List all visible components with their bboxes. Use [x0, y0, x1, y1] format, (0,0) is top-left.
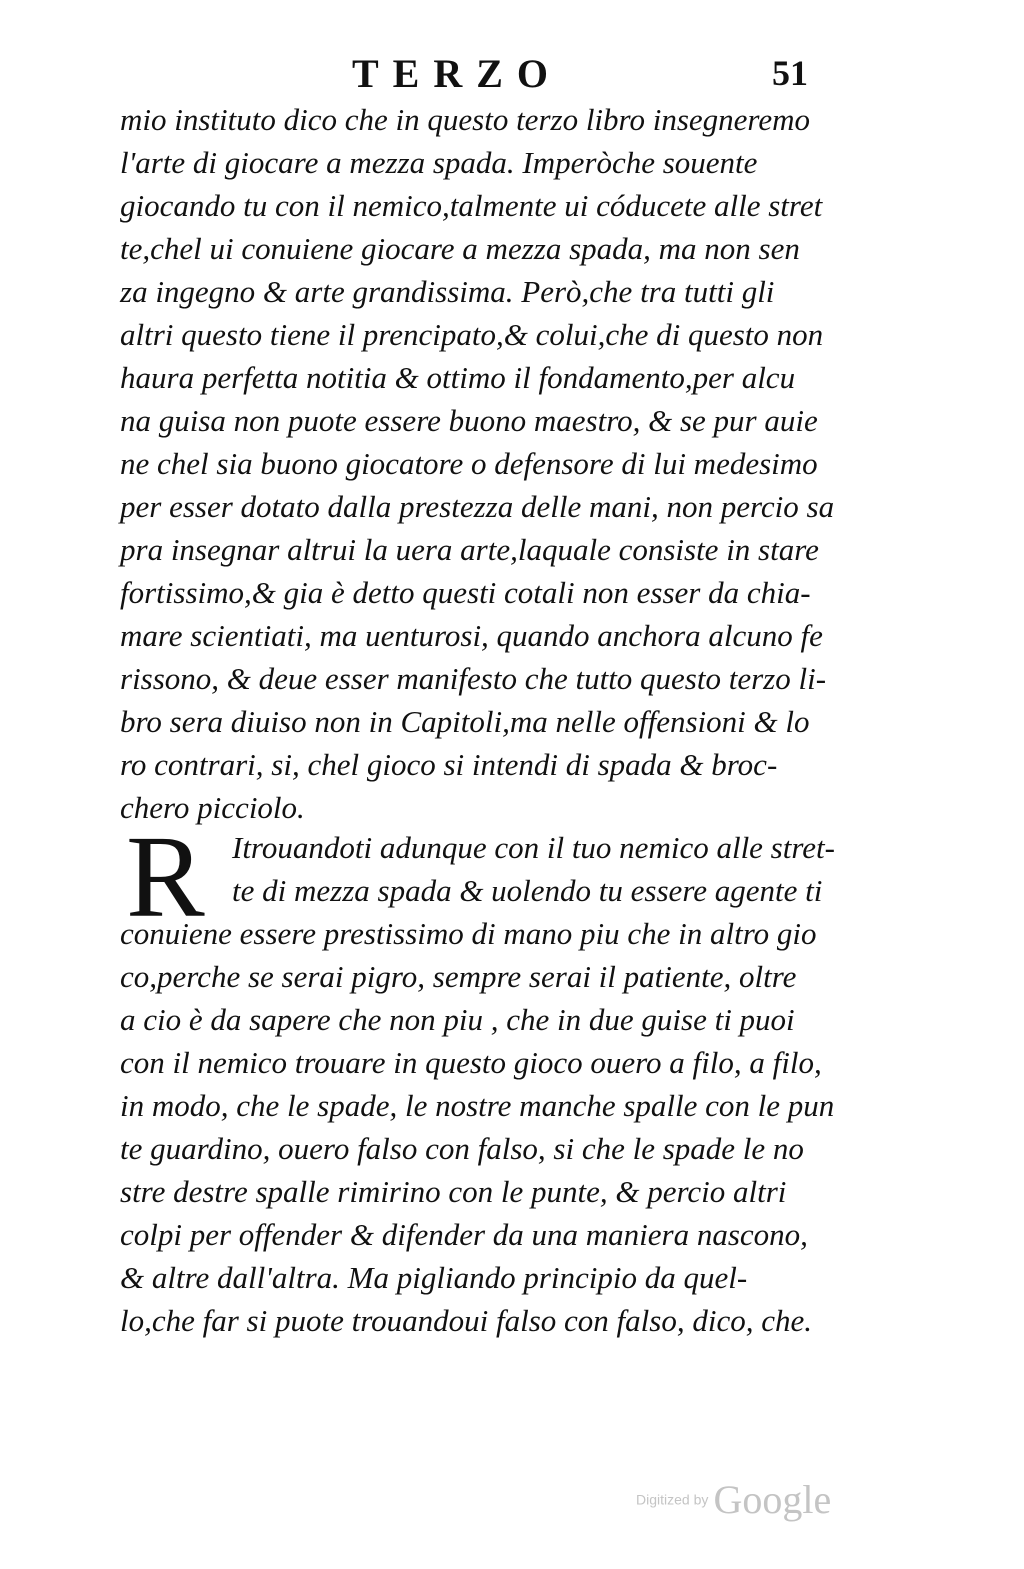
text-line: & altre dall'altra. Ma pigliando principio da quel-	[120, 1260, 748, 1295]
paragraph-one	[120, 98, 880, 829]
text-line: te di mezza spada & uolendo tu essere agente ti	[232, 873, 823, 908]
text-line: altri questo tiene il prencipato,& colui,che di questo non	[120, 317, 824, 352]
watermark-prefix: Digitized by	[636, 1491, 709, 1508]
text-line: per esser dotato dalla prestezza delle mani, non percio sa	[120, 489, 835, 524]
digitized-watermark	[636, 1476, 831, 1523]
text-line: te,chel ui conuiene giocare a mezza spada, ma non sen	[120, 231, 800, 266]
text-line: te guardino, ouero falso con falso, si che le spade le no	[120, 1131, 804, 1166]
text-line: za ingegno & arte grandissima. Però,che tra tutti gli	[120, 274, 775, 309]
text-line: conuiene essere prestissimo di mano piu che in altro gio	[120, 916, 817, 951]
paragraph-two	[120, 826, 880, 1342]
text-line: pra insegnar altrui la uera arte,laquale consiste in stare	[120, 532, 819, 567]
text-line: a cio è da sapere che non piu , che in due guise ti puoi	[120, 1002, 795, 1037]
google-logo: Google	[713, 1477, 832, 1522]
running-title: TERZO	[352, 51, 563, 96]
text-line: mare scientiati, ma uenturosi, quando anchora alcuno fe	[120, 618, 823, 653]
text-line: lo,che far si puote trouandoui falso con falso, dico, che.	[120, 1303, 812, 1338]
text-line: mio instituto dico che in questo terzo libro insegneremo	[120, 102, 810, 137]
text-line: haura perfetta notitia & ottimo il fondamento,per alcu	[120, 360, 796, 395]
text-line: stre destre spalle rimirino con le punte, & percio altri	[120, 1174, 787, 1209]
text-line: bro sera diuiso non in Capitoli,ma nelle offensioni & lo	[120, 704, 810, 739]
drop-cap-initial: R	[126, 811, 205, 942]
text-line: fortissimo,& gia è detto questi cotali non esser da chia-	[120, 575, 811, 610]
page-number: 51	[772, 53, 808, 93]
text-line: l'arte di giocare a mezza spada. Imperòche souente	[120, 145, 758, 180]
text-line: chero picciolo.	[120, 790, 305, 825]
text-line: colpi per offender & difender da una maniera nascono,	[120, 1217, 808, 1252]
text-line: co,perche se serai pigro, sempre serai il patiente, oltre	[120, 959, 797, 994]
text-line: ro contrari, si, chel gioco si intendi di spada & broc-	[120, 747, 778, 782]
text-line: Itrouandoti adunque con il tuo nemico alle stret-	[232, 830, 835, 865]
text-line: in modo, che le spade, le nostre manche spalle con le pun	[120, 1088, 835, 1123]
text-line: rissono, & deue esser manifesto che tutto questo terzo li-	[120, 661, 827, 696]
text-line: con il nemico trouare in questo gioco ouero a filo, a filo,	[120, 1045, 822, 1080]
text-line: ne chel sia buono giocatore o defensore di lui medesimo	[120, 446, 818, 481]
text-line: giocando tu con il nemico,talmente ui códucete alle stret	[120, 188, 823, 223]
text-line: na guisa non puote essere buono maestro, & se pur auie	[120, 403, 818, 438]
